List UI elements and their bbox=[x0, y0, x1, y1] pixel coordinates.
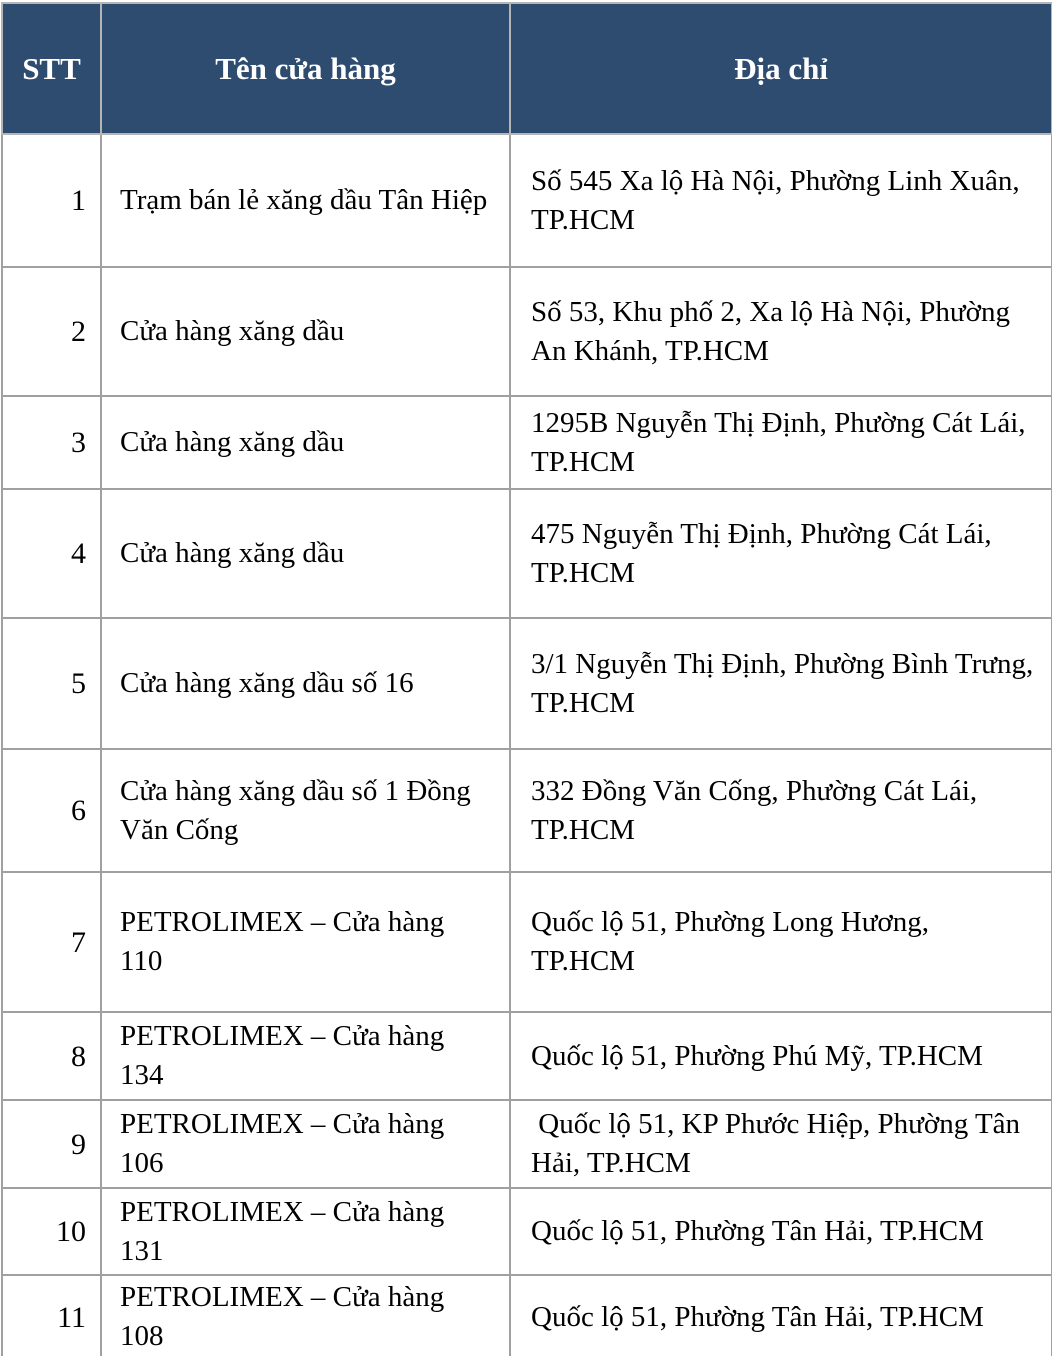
stt-cell: 8 bbox=[2, 1012, 101, 1100]
stt-cell: 6 bbox=[2, 749, 101, 872]
table-row bbox=[2, 489, 1052, 618]
address-cell: 332 Đồng Văn Cống, Phường Cát Lái, TP.HCM bbox=[510, 749, 1052, 872]
store-name-cell: Cửa hàng xăng dầu số 1 Đồng Văn Cống bbox=[101, 749, 510, 872]
header-address: Địa chỉ bbox=[510, 3, 1052, 134]
header-store-name: Tên cửa hàng bbox=[101, 3, 510, 134]
stt-cell: 7 bbox=[2, 872, 101, 1012]
stt-cell: 10 bbox=[2, 1188, 101, 1275]
store-name-cell: Cửa hàng xăng dầu bbox=[101, 267, 510, 396]
store-name-cell: Cửa hàng xăng dầu bbox=[101, 396, 510, 489]
address-cell: Số 545 Xa lộ Hà Nội, Phường Linh Xuân, TP.HCM bbox=[510, 134, 1052, 267]
address-cell: Quốc lộ 51, Phường Long Hương, TP.HCM bbox=[510, 872, 1052, 1012]
stt-cell: 5 bbox=[2, 618, 101, 749]
stt-cell: 9 bbox=[2, 1100, 101, 1188]
stt-cell: 1 bbox=[2, 134, 101, 267]
store-name-cell: Trạm bán lẻ xăng dầu Tân Hiệp bbox=[101, 134, 510, 267]
address-cell: 1295B Nguyễn Thị Định, Phường Cát Lái, TP.HCM bbox=[510, 396, 1052, 489]
address-cell: Quốc lộ 51, Phường Tân Hải, TP.HCM bbox=[510, 1275, 1052, 1356]
table-row bbox=[2, 396, 1052, 489]
store-name-cell: Cửa hàng xăng dầu bbox=[101, 489, 510, 618]
stt-cell: 4 bbox=[2, 489, 101, 618]
header-row bbox=[2, 3, 1052, 134]
table-row bbox=[2, 267, 1052, 396]
table-row bbox=[2, 872, 1052, 1012]
address-cell: 3/1 Nguyễn Thị Định, Phường Bình Trưng, TP.HCM bbox=[510, 618, 1052, 749]
store-name-cell: PETROLIMEX – Cửa hàng 131 bbox=[101, 1188, 510, 1275]
address-cell: Số 53, Khu phố 2, Xa lộ Hà Nội, Phường An Khánh, TP.HCM bbox=[510, 267, 1052, 396]
table-row bbox=[2, 1100, 1052, 1188]
table-row bbox=[2, 618, 1052, 749]
store-table bbox=[1, 2, 1052, 1356]
store-name-cell: PETROLIMEX – Cửa hàng 134 bbox=[101, 1012, 510, 1100]
store-name-cell: PETROLIMEX – Cửa hàng 106 bbox=[101, 1100, 510, 1188]
address-cell: Quốc lộ 51, KP Phước Hiệp, Phường Tân Hải, TP.HCM bbox=[510, 1100, 1052, 1188]
store-name-cell: PETROLIMEX – Cửa hàng 110 bbox=[101, 872, 510, 1012]
stt-cell: 2 bbox=[2, 267, 101, 396]
stt-cell: 3 bbox=[2, 396, 101, 489]
address-cell: 475 Nguyễn Thị Định, Phường Cát Lái, TP.HCM bbox=[510, 489, 1052, 618]
table-row bbox=[2, 1275, 1052, 1356]
store-name-cell: Cửa hàng xăng dầu số 16 bbox=[101, 618, 510, 749]
stt-cell: 11 bbox=[2, 1275, 101, 1356]
table-row bbox=[2, 1012, 1052, 1100]
address-cell: Quốc lộ 51, Phường Tân Hải, TP.HCM bbox=[510, 1188, 1052, 1275]
table-row bbox=[2, 1188, 1052, 1275]
table-row bbox=[2, 749, 1052, 872]
address-cell: Quốc lộ 51, Phường Phú Mỹ, TP.HCM bbox=[510, 1012, 1052, 1100]
store-name-cell: PETROLIMEX – Cửa hàng 108 bbox=[101, 1275, 510, 1356]
table-row bbox=[2, 134, 1052, 267]
header-stt: STT bbox=[2, 3, 101, 134]
